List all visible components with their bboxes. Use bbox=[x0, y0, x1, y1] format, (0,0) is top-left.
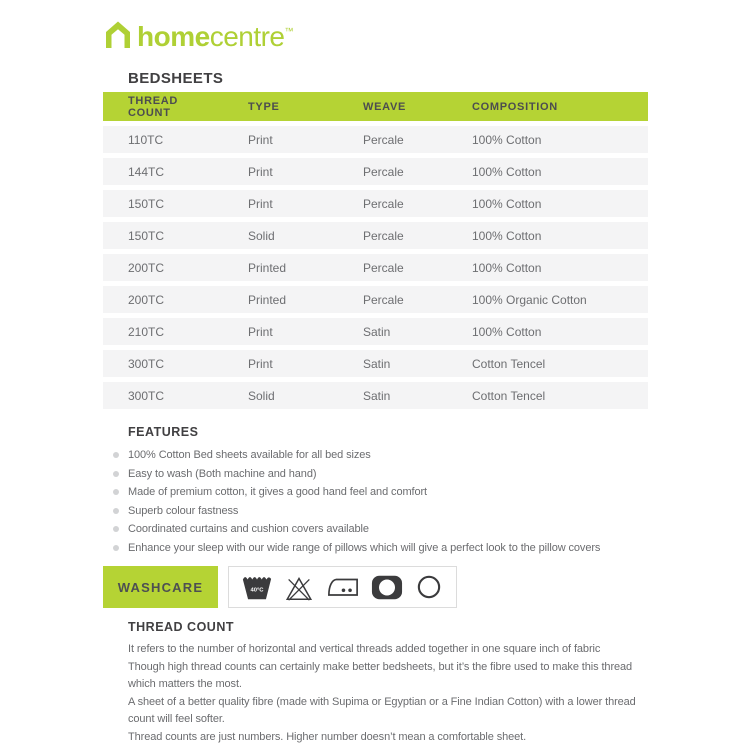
page-title: BEDSHEETS bbox=[128, 70, 224, 87]
dry-clean-icon bbox=[414, 571, 444, 603]
feature-item bbox=[103, 483, 648, 502]
thread-count-paragraph: Though high thread counts can certainly make better bedsheets, but it’s the fibre used to make this thread which matters the most. bbox=[128, 660, 633, 691]
feature-item bbox=[103, 465, 648, 484]
table-row bbox=[103, 350, 648, 377]
thread-count-section bbox=[103, 620, 648, 747]
cell-weave: Satin bbox=[338, 350, 447, 377]
cell-type: Print bbox=[223, 190, 338, 217]
header-weave: WEAVE bbox=[338, 92, 447, 121]
table-row bbox=[103, 190, 648, 217]
cell-weave: Percale bbox=[338, 190, 447, 217]
cell-composition: 100% Cotton bbox=[447, 254, 648, 281]
cell-type: Printed bbox=[223, 286, 338, 313]
features-title: FEATURES bbox=[128, 425, 199, 439]
cell-weave: Percale bbox=[338, 286, 447, 313]
feature-text: Superb colour fastness bbox=[128, 504, 239, 517]
cell-composition: Cotton Tencel bbox=[447, 350, 648, 377]
cell-thread-count: 200TC bbox=[103, 286, 223, 313]
bullet-icon bbox=[113, 452, 119, 458]
tumble-dry-icon bbox=[370, 571, 404, 603]
washcare-label: WASHCARE bbox=[103, 566, 218, 608]
table-row bbox=[103, 254, 648, 281]
do-not-bleach-icon bbox=[283, 571, 315, 603]
cell-weave: Percale bbox=[338, 254, 447, 281]
cell-thread-count: 210TC bbox=[103, 318, 223, 345]
cell-composition: 100% Cotton bbox=[447, 222, 648, 249]
page-content bbox=[103, 0, 648, 747]
cell-thread-count: 150TC bbox=[103, 190, 223, 217]
cell-type: Print bbox=[223, 350, 338, 377]
feature-item bbox=[103, 446, 648, 465]
iron-two-dots-icon bbox=[326, 571, 360, 603]
header-composition: COMPOSITION bbox=[447, 92, 648, 121]
logo-wordmark bbox=[137, 16, 294, 52]
washcare-section bbox=[103, 566, 648, 608]
cell-composition: 100% Organic Cotton bbox=[447, 286, 648, 313]
feature-item bbox=[103, 502, 648, 521]
cell-thread-count: 110TC bbox=[103, 126, 223, 153]
cell-type: Printed bbox=[223, 254, 338, 281]
cell-type: Print bbox=[223, 318, 338, 345]
table-row bbox=[103, 286, 648, 313]
cell-composition: 100% Cotton bbox=[447, 318, 648, 345]
trademark-symbol: ™ bbox=[284, 26, 294, 36]
cell-thread-count: 200TC bbox=[103, 254, 223, 281]
header-thread-count: THREAD COUNT bbox=[103, 92, 223, 121]
cell-weave: Percale bbox=[338, 158, 447, 185]
cell-type: Print bbox=[223, 158, 338, 185]
feature-text: Coordinated curtains and cushion covers available bbox=[128, 523, 369, 535]
homecentre-logo bbox=[103, 16, 648, 52]
cell-type: Solid bbox=[223, 382, 338, 409]
table-row bbox=[103, 126, 648, 153]
washcare-icons-box bbox=[228, 566, 457, 608]
table-row bbox=[103, 158, 648, 185]
table-row bbox=[103, 382, 648, 409]
cell-composition: 100% Cotton bbox=[447, 158, 648, 185]
table-row bbox=[103, 222, 648, 249]
features-list bbox=[103, 446, 648, 557]
bullet-icon bbox=[113, 526, 119, 532]
svg-text:40°C: 40°C bbox=[250, 587, 264, 594]
logo-home-text: home bbox=[137, 21, 210, 52]
cell-weave: Satin bbox=[338, 382, 447, 409]
cell-composition: 100% Cotton bbox=[447, 190, 648, 217]
wash-40c-icon bbox=[241, 571, 273, 603]
thread-count-paragraph: Thread counts are just numbers. Higher number doesn’t mean a comfortable sheet. bbox=[128, 730, 527, 743]
feature-text: Easy to wash (Both machine and hand) bbox=[128, 467, 317, 480]
bullet-icon bbox=[113, 545, 119, 551]
cell-weave: Percale bbox=[338, 222, 447, 249]
logo-centre-text: centre bbox=[209, 21, 285, 52]
bullet-icon bbox=[113, 489, 119, 495]
thread-count-paragraph: It refers to the number of horizontal and vertical threads added together in one square inch of fabric bbox=[128, 643, 601, 655]
header-type: TYPE bbox=[223, 92, 338, 121]
bullet-icon bbox=[113, 471, 119, 477]
cell-thread-count: 150TC bbox=[103, 222, 223, 249]
feature-text: 100% Cotton Bed sheets available for all bed sizes bbox=[128, 449, 371, 461]
cell-thread-count: 300TC bbox=[103, 350, 223, 377]
cell-thread-count: 300TC bbox=[103, 382, 223, 409]
bedsheets-spec-table bbox=[103, 87, 648, 414]
cell-weave: Percale bbox=[338, 126, 447, 153]
thread-count-title: THREAD COUNT bbox=[128, 620, 234, 634]
feature-text: Made of premium cotton, it gives a good hand feel and comfort bbox=[128, 486, 428, 498]
feature-text: Enhance your sleep with our wide range of pillows which will give a perfect look to the pillow covers bbox=[128, 541, 601, 554]
cell-weave: Satin bbox=[338, 318, 447, 345]
thread-count-paragraph: A sheet of a better quality fibre (made with Supima or Egyptian or a Fine Indian Cotton) with a lower thread count will feel softer. bbox=[128, 695, 636, 726]
cell-type: Solid bbox=[223, 222, 338, 249]
table-row bbox=[103, 318, 648, 345]
cell-composition: 100% Cotton bbox=[447, 126, 648, 153]
feature-item bbox=[103, 520, 648, 539]
cell-composition: Cotton Tencel bbox=[447, 382, 648, 409]
feature-item bbox=[103, 539, 648, 558]
cell-type: Print bbox=[223, 126, 338, 153]
table-header-row bbox=[103, 92, 648, 121]
features-section bbox=[103, 425, 648, 557]
cell-thread-count: 144TC bbox=[103, 158, 223, 185]
bullet-icon bbox=[113, 508, 119, 514]
house-icon bbox=[103, 19, 133, 49]
thread-count-text bbox=[103, 641, 648, 747]
